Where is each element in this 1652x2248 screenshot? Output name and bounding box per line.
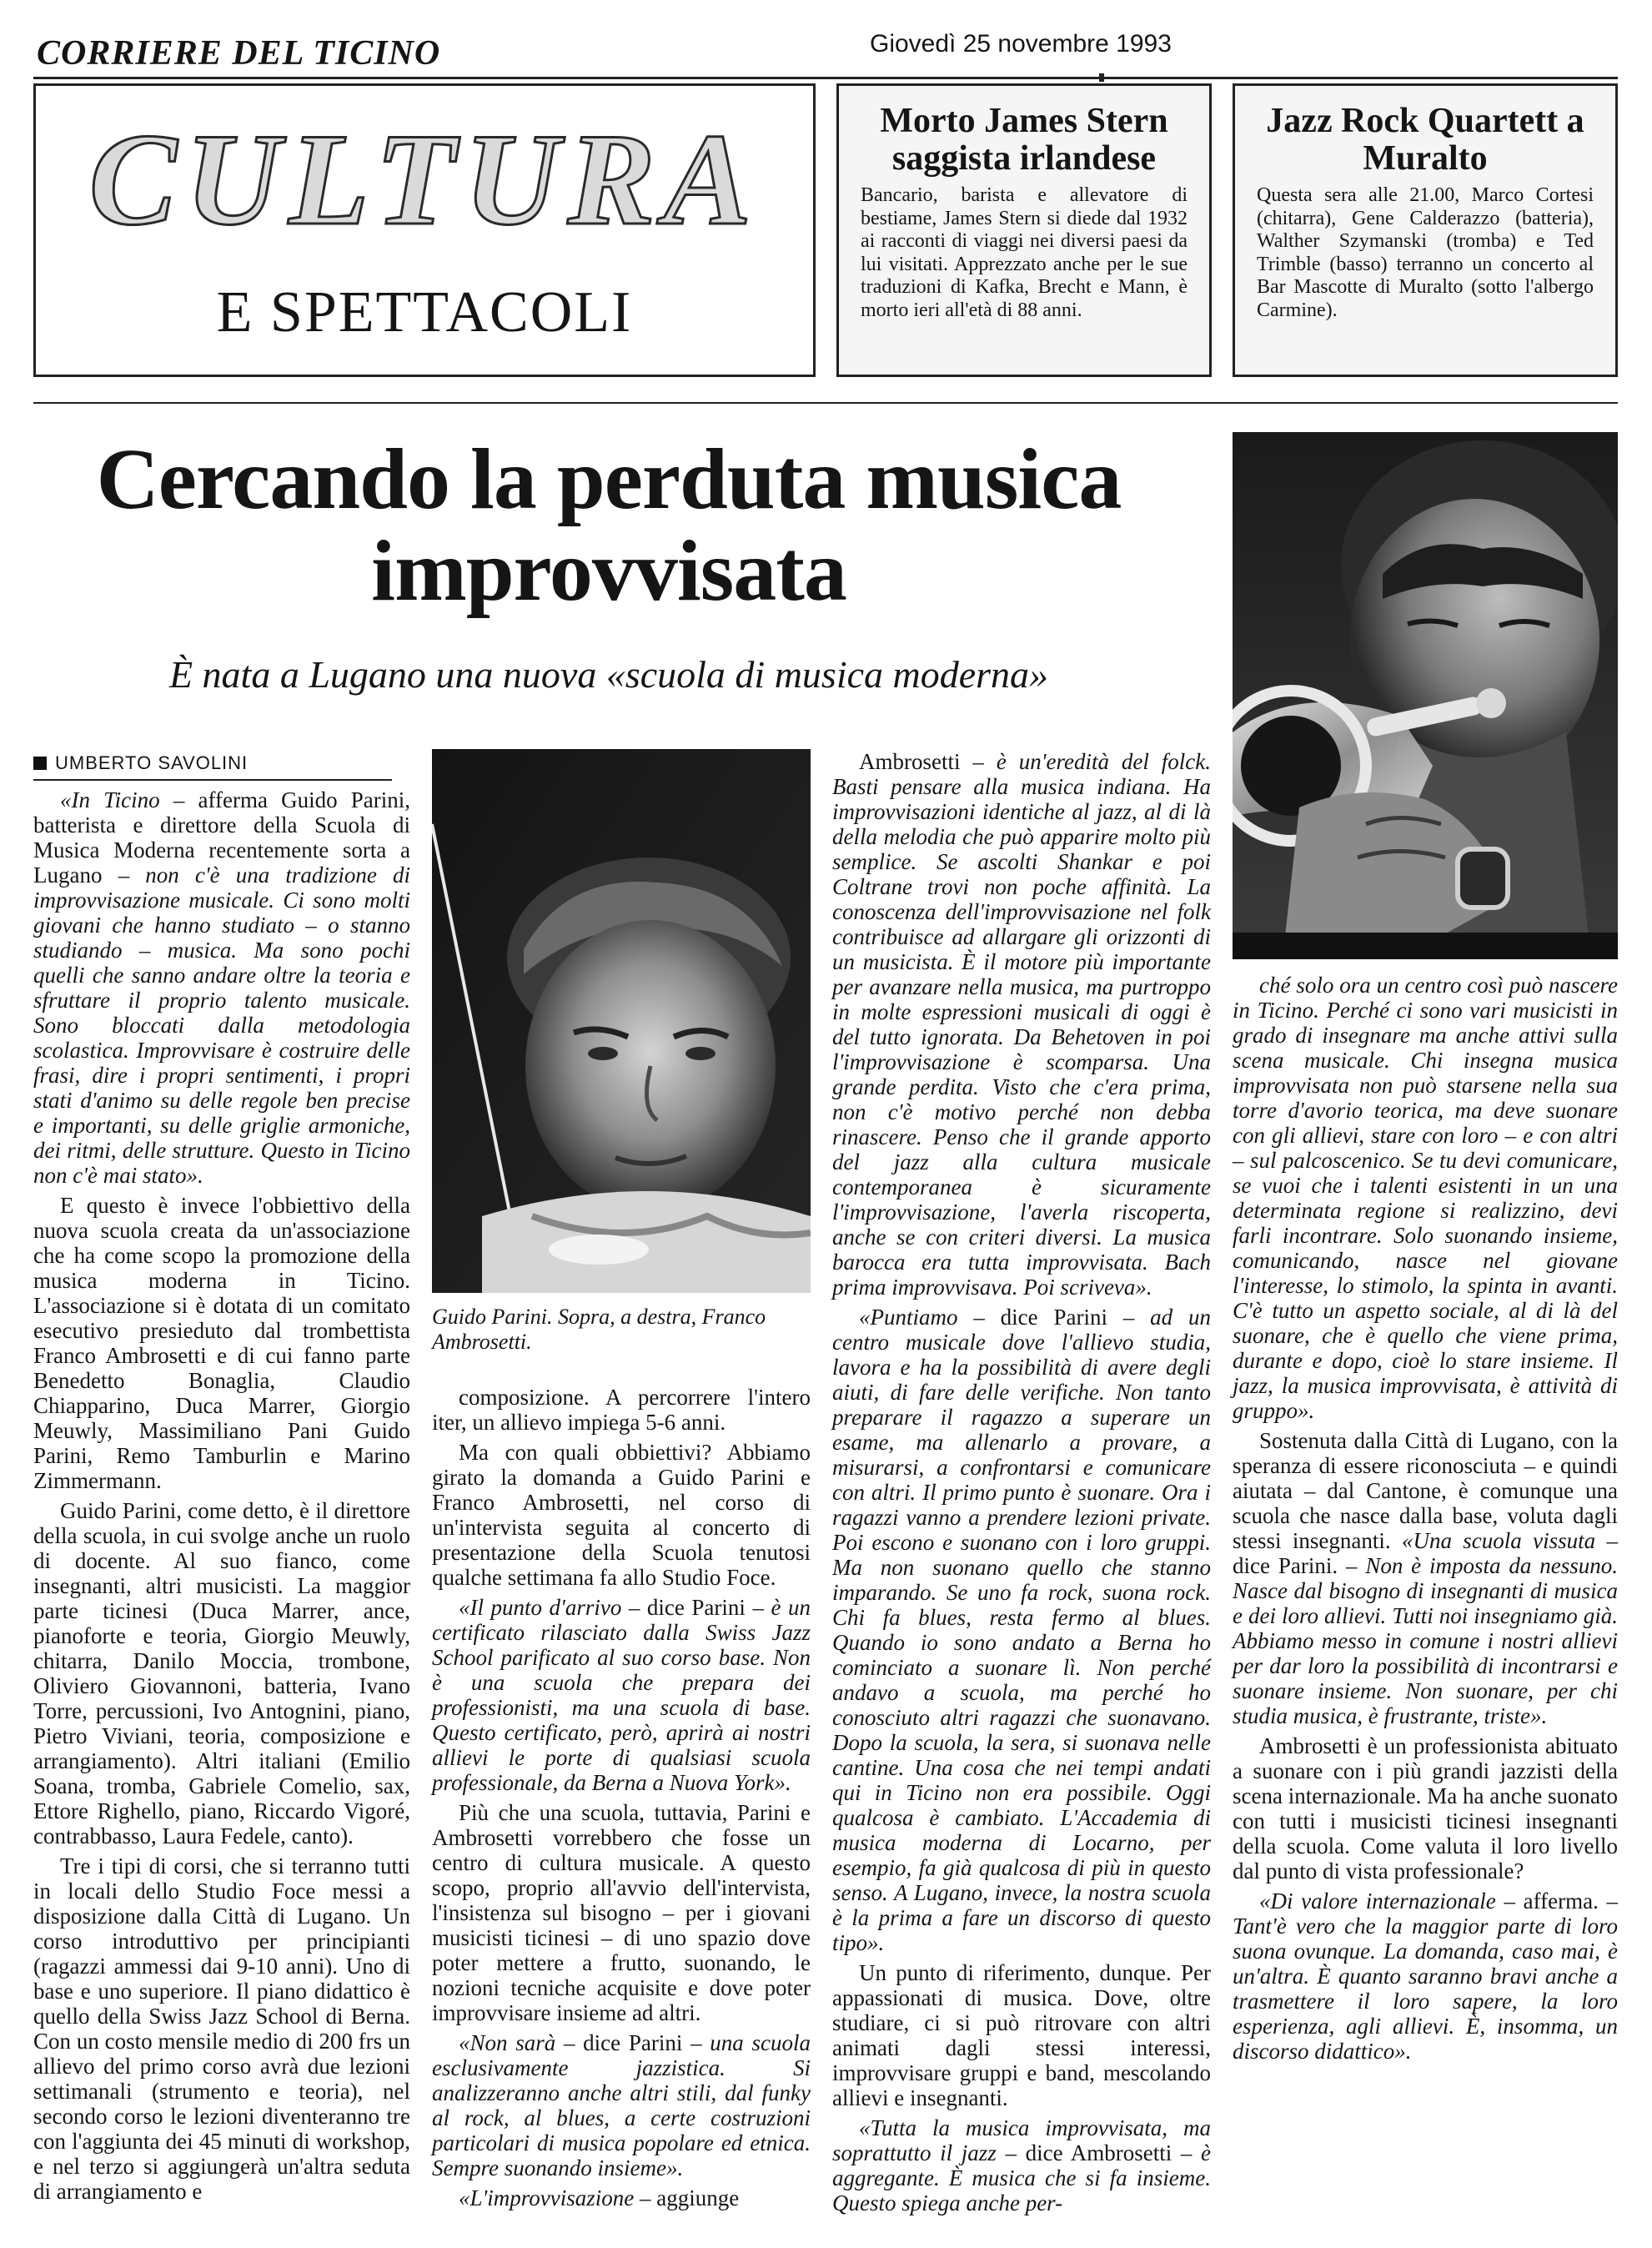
article-paragraph — [432, 1800, 811, 2025]
text-run: Ma con quali obbiettivi? Abbiamo girato la domanda a Guido Parini e Franco Ambrosetti, nel corso di un'intervista seguita al concerto di presentazione della Scuola tenutosi qualche settimana fa allo Studio Foce. — [432, 1440, 811, 1590]
text-run: «Di valore internazionale — [1259, 1888, 1496, 1914]
divider — [33, 402, 1618, 404]
text-run: – aggiunge — [634, 2185, 740, 2210]
text-run: è aggregante. È musica che si fa insieme. Questo spiega anche per- — [832, 2140, 1211, 2215]
text-run: «L'improvvisazione — [459, 2185, 635, 2210]
byline — [33, 752, 248, 774]
article-subheadline: È nata a Lugano una nuova «scuola di musica moderna» — [168, 653, 1049, 696]
article-paragraph — [432, 2185, 811, 2210]
brief-title: Jazz Rock Quartett a Muralto — [1266, 102, 1584, 178]
photo-caption: Guido Parini. Sopra, a destra, Franco Ambrosetti. — [432, 1305, 766, 1354]
text-run: Ambrosetti è un professionista abituato a suonare con i più grandi jazzisti della scena internazionale. Ma ha anche suonato con tutti i musicisti ticinesi insegnanti della scuola. Come valuta il loro livello dal punto di vista professionale? — [1233, 1733, 1618, 1883]
text-run: «Puntiamo — [859, 1305, 958, 1330]
text-run: «Il punto d'arrivo — [459, 1595, 622, 1620]
section-header — [33, 83, 816, 377]
article-column-3 — [832, 749, 1211, 2222]
trumpet-player-photo — [1233, 432, 1618, 959]
text-run: Sostenuta dalla Città di Lugano, con la speranza di essere riconosciuta – e quindi aiutata – dal Cantone, è comunque una scuola che nasce dalla base, voluta dagli stessi insegnanti. — [1233, 1428, 1618, 1553]
article-paragraph — [33, 1498, 410, 1848]
text-run: Un punto di riferimento, dunque. Per appassionati di musica. Dove, oltre studiare, ci si può ritrovare con altri animati dagli stessi interessi, improvvisare gruppi e band, mescolando allievi e insegnanti. — [832, 1960, 1211, 2110]
text-run: – afferma Guido Parini, batterista e direttore della Scuola di Musica Moderna recentemente sorta a Lugano – — [33, 787, 410, 888]
newspaper-name: CORRIERE DEL TICINO — [37, 34, 441, 73]
text-run: una scuola esclusivamente jazzistica. Si analizzeranno anche altri stili, dal funky al rock, al blues, a certe costruzioni particolari di musica popolare ed etnica. Sempre suonando insieme». — [432, 2030, 811, 2180]
text-run: Tre i tipi di corsi, che si terranno tutti in locali dello Studio Foce messi a disposizione dalla Città di Lugano. Un corso introduttivo per principianti (ragazzi ammessi dai 9-10 anni). Uno di base e uno superiore. Il piano didattico è quello della Swiss Jazz School di Berna. Con un costo mensile medio di 200 frs un allievo del primo corso avrà due lezioni settimanali (strumento e teoria), nel secondo corso le lezioni diventeranno tre con l'aggiunta dei 45 minuti di workshop, e nel terzo si aggiungerà un'altra seduta di arrangiamento e — [33, 1853, 410, 2204]
photo-image — [1233, 432, 1618, 959]
section-subtitle: E SPETTACOLI — [216, 280, 633, 344]
text-run: – dice Parini – — [555, 2030, 711, 2055]
article-paragraph — [832, 749, 1211, 1300]
brief-title: Morto James Stern saggista irlandese — [880, 102, 1168, 178]
article-column-4 — [1233, 973, 1618, 2222]
divider — [33, 77, 1618, 79]
article-paragraph — [1233, 973, 1618, 1423]
text-run: Ambrosetti – — [859, 749, 997, 774]
text-run: Tant'è vero che la maggior parte di loro suona ovunque. La domanda, caso mai, è un'altra. È quanto saranno bravi anche a trasmettere il loro sapere, la loro esperienza, agli allievi. È, insomma, un discorso didattico». — [1233, 1914, 1618, 2064]
photo-image — [432, 749, 811, 1293]
article-paragraph — [432, 1385, 811, 1435]
text-run: «Una scuola vissuta — [1401, 1528, 1596, 1553]
article-paragraph — [33, 1853, 410, 2204]
text-run: non c'è una tradizione di improvvisazione musicale. Ci sono molti giovani che hanno studiato – o stanno studiando – musica. Ma sono pochi quelli che sanno andare oltre la teoria e sfruttare il proprio talento musicale. Sono bloccati dalla metodologia scolastica. Improvvisare è costruire delle frasi, dire i propri sentimenti, i propri stati d'animo su delle regole ben precise e importanti, su delle griglie armoniche, dei ritmi, delle strutture. Questo in Ticino non c'è mai stato». — [33, 862, 410, 1188]
text-run: – dice Ambrosetti – — [996, 2140, 1202, 2165]
section-title: CULTURA — [88, 107, 761, 253]
text-run: Più che una scuola, tuttavia, Parini e Ambrosetti vorrebbero che fosse un centro di cultura musicale. A questo scopo, proprio all'avvio dell'intervista, l'insistenza sul bisogno – per i giovani musicisti ticinesi – di uno spazio dove poter mettere a frutto, suonando, le nozioni tecniche acquisite e dove poter improvvisare insieme ad altri. — [432, 1800, 811, 2025]
article-column-2 — [432, 1385, 811, 2222]
article-column-1 — [33, 787, 410, 2222]
article-paragraph — [432, 1440, 811, 1590]
text-run: – afferma. – — [1495, 1888, 1618, 1914]
text-run: «In Ticino — [60, 787, 160, 812]
text-run: – dice Parini – — [621, 1595, 771, 1620]
brief-text: Questa sera alle 21.00, Marco Cortesi (chitarra), Gene Calderazzo (batteria), Walther Szymanski (tromba) e Ted Trimble (basso) terranno un concerto al Bar Mascotte di Muralto (sotto l'albergo Carmine). — [1257, 184, 1594, 321]
portrait-photo — [432, 749, 811, 1293]
article-headline: Cercando la perduta musica improvvisata — [96, 431, 1122, 619]
text-run: è un certificato rilasciato dalla Swiss Jazz School parificato al suo corso base. Non è una scuola che prepara dei professionisti, ma una scuola di base. Questo certificato, però, aprirà ai nostri allievi le porte di qualsiasi scuola professionale, da Berna a Nuova York». — [432, 1595, 811, 1795]
text-run: E questo è invece l'obbiettivo della nuova scuola creata da un'associazione che ha come scopo la promozione della musica moderna in Ticino. L'associazione si è dotata di un comitato esecutivo presieduto dal trombettista Franco Ambrosetti e di cui fanno parte Benedetto Bonaglia, Claudio Chiapparino, Duca Marrer, Giorgio Meuwly, Massimiliano Pani Guido Parini, Remo Tamburlin e Marino Zimmermann. — [33, 1193, 410, 1493]
text-run: Guido Parini, come detto, è il direttore della scuola, in cui svolge anche un ruolo di docente. Al suo fianco, come insegnanti, altri musicisti. La maggior parte ticinesi (Duca Marrer, ance, pianoforte e teoria, Giorgio Meuwly, chitarra, Danilo Moccia, trombone, Oliviero Giovannoni, batteria, Ivano Torre, percussioni, Ivo Antognini, piano, Pietro Viviani, teoria, composizione e arrangiamento). Altri italiani (Emilio Soana, tromba, Gabriele Comelio, sax, Ettore Righello, piano, Riccardo Vigoré, contrabbasso, Laura Fedele, canto). — [33, 1498, 410, 1848]
article-paragraph — [432, 1595, 811, 1795]
byline-marker-icon — [33, 757, 47, 770]
news-brief — [1233, 83, 1618, 377]
text-run: Non è imposta da nessuno. Nasce dal bisogno di insegnanti di musica e dei loro allievi. Tutti noi insegniamo già. Abbiamo messo in comune i nostri allievi per dar loro la possibilità di incontrarsi e suonare insieme. Non suonare, per chi studia musica, è frustrante, triste». — [1233, 1553, 1619, 1728]
text-run: ad un centro musicale dove l'allievo studia, lavora e ha la possibilità di avere degli aiuti, di fare delle verifiche. Non tanto preparare il ragazzo a superare un esame, ma allenarlo a provare, a misurarsi, a confrontarsi e comunicare con altri. Il primo punto è suonare. Ora i ragazzi vanno a prendere lezioni private. Poi escono e suonano con i loro gruppi. Ma non suonano quello che stanno imparando. Se uno fa rock, suona rock. Chi fa blues, resta fermo al blues. Quando io sono andato a Berna ho cominciato a suonare lì. Non perché andavo a scuola, ma perché ho conosciuto altri ragazzi che suonavano. Dopo la scuola, la sera, si suonava nelle cantine. Una cosa che nei tempi andati qui in Ticino non era possibile. Oggi qualcosa è cambiato. L'Accademia di musica moderna di Locarno, per esempio, fa già qualcosa di più in questo senso. A Lugano, invece, la nostra scuola è la prima a fare un discorso di questo tipo». — [832, 1305, 1211, 1955]
text-run: – dice Parini – — [957, 1305, 1151, 1330]
news-brief — [836, 83, 1212, 377]
issue-date: Giovedì 25 novembre 1993 — [870, 30, 1172, 58]
article-paragraph — [432, 2030, 811, 2180]
text-run: è un'eredità del folck. Basti pensare alla musica indiana. Ha improvvisazioni identiche al jazz, al di là della melodia che può apparire molto più semplice. Se ascolti Shankar e poi Coltrane trovi non poche affinità. La conoscenza dell'improvvisazione nel folk contribuisce ad allargare gli orizzonti di un musicista. È il motore più importante per avanzare nella musica, ma purtroppo in molte espressioni musicali di oggi è del tutto ignorata. Da Behetoven in poi l'improvvisazione è scomparsa. Una grande perdita. Visto che c'era prima, non c'è motivo perché non debba rinascere. Penso che il grande apporto del jazz alla cultura musicale contemporanea è sicuramente l'improvvisazione, l'averla riscoperta, anche se con criteri diversi. La musica barocca era tutta improvvisata. Bach prima improvvisava. Poi scriveva». — [832, 749, 1211, 1300]
text-run: «Non sarà — [459, 2030, 556, 2055]
divider — [33, 779, 392, 781]
text-run: composizione. A percorrere l'intero iter, un allievo impiega 5-6 anni. — [432, 1385, 811, 1435]
article-paragraph — [33, 1193, 410, 1493]
article-paragraph — [832, 2115, 1211, 2215]
text-run: «Tutta la musica improvvisata, ma soprattutto il jazz — [832, 2115, 1211, 2165]
text-run: ché solo ora un centro così può nascere in Ticino. Perché ci sono vari musicisti in grado di insegnare ma anche attivi sulla scena musicale. Chi insegna musica improvvisata non può starsene nella sua torre d'avorio teorica, ma deve suonare con gli allievi, stare con loro – e con altri – sul palcoscenico. Se tu devi comunicare, se vuoi che i talenti esistenti in un una determinata regione si realizzino, devi farli incontrare. Solo suonando insieme, comunicando, nasce nel giovane l'interesse, lo stimolo, la spinta in avanti. C'è tutto un aspetto sociale, al di là del suonare, che è quello che viene prima, durante e dopo, cioè lo stare insieme. Il jazz, la musica improvvisata, è attività di gruppo». — [1233, 973, 1618, 1423]
text-run: – dice Parini. – — [1233, 1528, 1619, 1578]
article-paragraph — [832, 1960, 1211, 2110]
article-paragraph — [1233, 1888, 1618, 2064]
article-paragraph — [1233, 1733, 1618, 1883]
article-paragraph — [1233, 1428, 1618, 1728]
byline-author: UMBERTO SAVOLINI — [55, 752, 249, 773]
brief-text: Bancario, barista e allevatore di bestiame, James Stern si diede dal 1932 ai racconti di viaggi nei diversi paesi da lui visitati. Apprezzato anche per le sue traduzioni di Kafka, Brecht e Mann, è morto ieri all'età di 88 anni. — [861, 184, 1188, 321]
article-paragraph — [832, 1305, 1211, 1955]
article-paragraph — [33, 787, 410, 1188]
